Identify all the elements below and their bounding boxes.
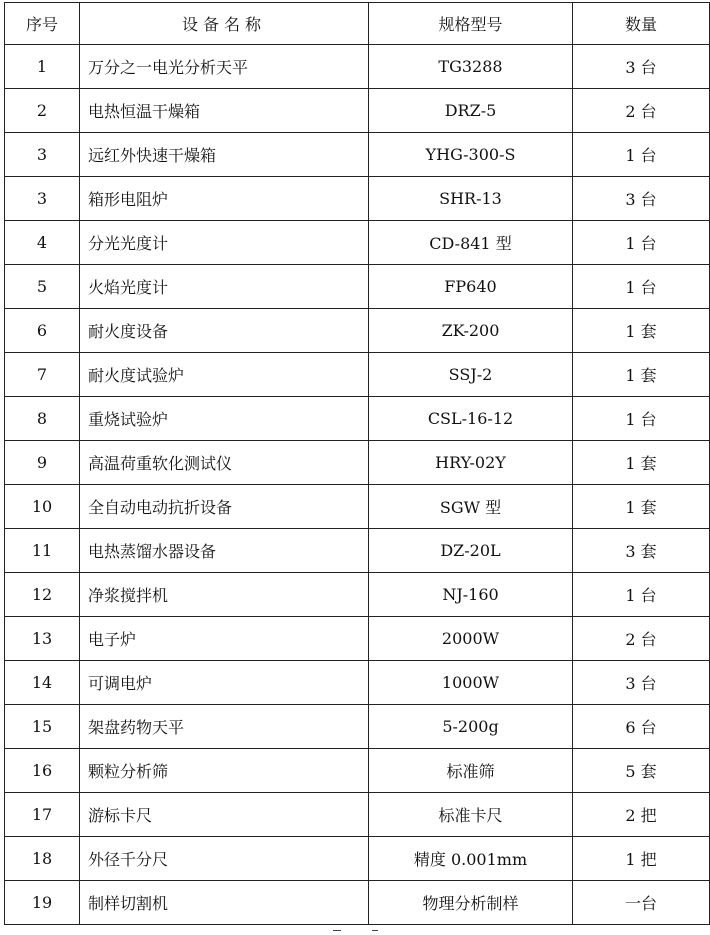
cell-index: 19	[5, 881, 80, 925]
table-row	[5, 221, 710, 265]
cell-index: 4	[5, 221, 80, 265]
cell-name: 全自动电动抗折设备	[80, 485, 369, 529]
cell-spec: DZ-20L	[369, 529, 573, 573]
cell-qty: 1 套	[573, 441, 710, 485]
table-row	[5, 177, 710, 221]
cell-spec: FP640	[369, 265, 573, 309]
cell-index: 1	[5, 45, 80, 89]
table-row	[5, 881, 710, 925]
cell-spec: 精度 0.001mm	[369, 837, 573, 881]
cell-index: 12	[5, 573, 80, 617]
cell-spec: 2000W	[369, 617, 573, 661]
cell-index: 3	[5, 177, 80, 221]
cell-spec: ZK-200	[369, 309, 573, 353]
cell-name: 重烧试验炉	[80, 397, 369, 441]
cell-qty: 1 台	[573, 573, 710, 617]
cell-spec: TG3288	[369, 45, 573, 89]
table-row	[5, 89, 710, 133]
table-row	[5, 749, 710, 793]
table-row	[5, 441, 710, 485]
cell-qty: 6 台	[573, 705, 710, 749]
cell-spec: SHR-13	[369, 177, 573, 221]
cell-spec: YHG-300-S	[369, 133, 573, 177]
cell-index: 5	[5, 265, 80, 309]
cell-index: 2	[5, 89, 80, 133]
table-row	[5, 617, 710, 661]
cell-qty: 3 台	[573, 177, 710, 221]
cell-name: 制样切割机	[80, 881, 369, 925]
table-row	[5, 265, 710, 309]
cell-qty: 2 把	[573, 793, 710, 837]
cell-qty: 2 台	[573, 617, 710, 661]
cell-spec: SGW 型	[369, 485, 573, 529]
cell-qty: 3 台	[573, 661, 710, 705]
cell-index: 10	[5, 485, 80, 529]
cell-qty: 2 台	[573, 89, 710, 133]
cell-spec: 标准筛	[369, 749, 573, 793]
cell-spec: 5-200g	[369, 705, 573, 749]
cell-name: 远红外快速干燥箱	[80, 133, 369, 177]
cell-name: 电热恒温干燥箱	[80, 89, 369, 133]
table-body	[5, 45, 710, 925]
equipment-table	[4, 2, 710, 925]
cell-name: 分光光度计	[80, 221, 369, 265]
cell-name: 火焰光度计	[80, 265, 369, 309]
cell-index: 3	[5, 133, 80, 177]
table-row	[5, 485, 710, 529]
cell-spec: NJ-160	[369, 573, 573, 617]
cell-qty: 1 台	[573, 133, 710, 177]
edge-mark	[372, 930, 378, 933]
table-row	[5, 45, 710, 89]
cell-qty: 1 台	[573, 221, 710, 265]
cell-spec: SSJ-2	[369, 353, 573, 397]
cell-index: 7	[5, 353, 80, 397]
cell-index: 8	[5, 397, 80, 441]
cell-spec: 标准卡尺	[369, 793, 573, 837]
cell-qty: 1 套	[573, 485, 710, 529]
table-row	[5, 133, 710, 177]
header-name: 设备名称	[80, 3, 369, 45]
cell-name: 高温荷重软化测试仪	[80, 441, 369, 485]
cell-spec: CD-841 型	[369, 221, 573, 265]
cell-qty: 1 台	[573, 265, 710, 309]
table-row	[5, 353, 710, 397]
header-spec: 规格型号	[369, 3, 573, 45]
table-row	[5, 529, 710, 573]
cell-name: 架盘药物天平	[80, 705, 369, 749]
cell-qty: 1 套	[573, 309, 710, 353]
cell-index: 9	[5, 441, 80, 485]
table-header-row	[5, 3, 710, 45]
cell-spec: CSL-16-12	[369, 397, 573, 441]
table-row	[5, 793, 710, 837]
cell-name: 箱形电阻炉	[80, 177, 369, 221]
cell-name: 电子炉	[80, 617, 369, 661]
cell-name: 可调电炉	[80, 661, 369, 705]
cell-index: 15	[5, 705, 80, 749]
cell-index: 14	[5, 661, 80, 705]
cell-spec: 1000W	[369, 661, 573, 705]
table-row	[5, 397, 710, 441]
cell-qty: 3 套	[573, 529, 710, 573]
cell-qty: 一台	[573, 881, 710, 925]
cell-index: 13	[5, 617, 80, 661]
table-row	[5, 661, 710, 705]
cell-index: 6	[5, 309, 80, 353]
header-qty: 数量	[573, 3, 710, 45]
table-row	[5, 573, 710, 617]
cell-name: 颗粒分析筛	[80, 749, 369, 793]
cell-name: 电热蒸馏水器设备	[80, 529, 369, 573]
cell-qty: 1 把	[573, 837, 710, 881]
cell-name: 万分之一电光分析天平	[80, 45, 369, 89]
cell-index: 18	[5, 837, 80, 881]
cell-spec: 物理分析制样	[369, 881, 573, 925]
cell-name: 耐火度试验炉	[80, 353, 369, 397]
header-index: 序号	[5, 3, 80, 45]
cell-qty: 1 套	[573, 353, 710, 397]
cell-spec: HRY-02Y	[369, 441, 573, 485]
table-row	[5, 837, 710, 881]
cell-name: 耐火度设备	[80, 309, 369, 353]
edge-mark	[333, 930, 341, 933]
cell-qty: 5 套	[573, 749, 710, 793]
cell-name: 外径千分尺	[80, 837, 369, 881]
cell-index: 17	[5, 793, 80, 837]
cell-spec: DRZ-5	[369, 89, 573, 133]
cell-qty: 1 台	[573, 397, 710, 441]
table-row	[5, 705, 710, 749]
cell-qty: 3 台	[573, 45, 710, 89]
page-bottom-edge	[0, 930, 710, 935]
cell-name: 游标卡尺	[80, 793, 369, 837]
cell-index: 11	[5, 529, 80, 573]
cell-name: 净浆搅拌机	[80, 573, 369, 617]
table-row	[5, 309, 710, 353]
cell-index: 16	[5, 749, 80, 793]
